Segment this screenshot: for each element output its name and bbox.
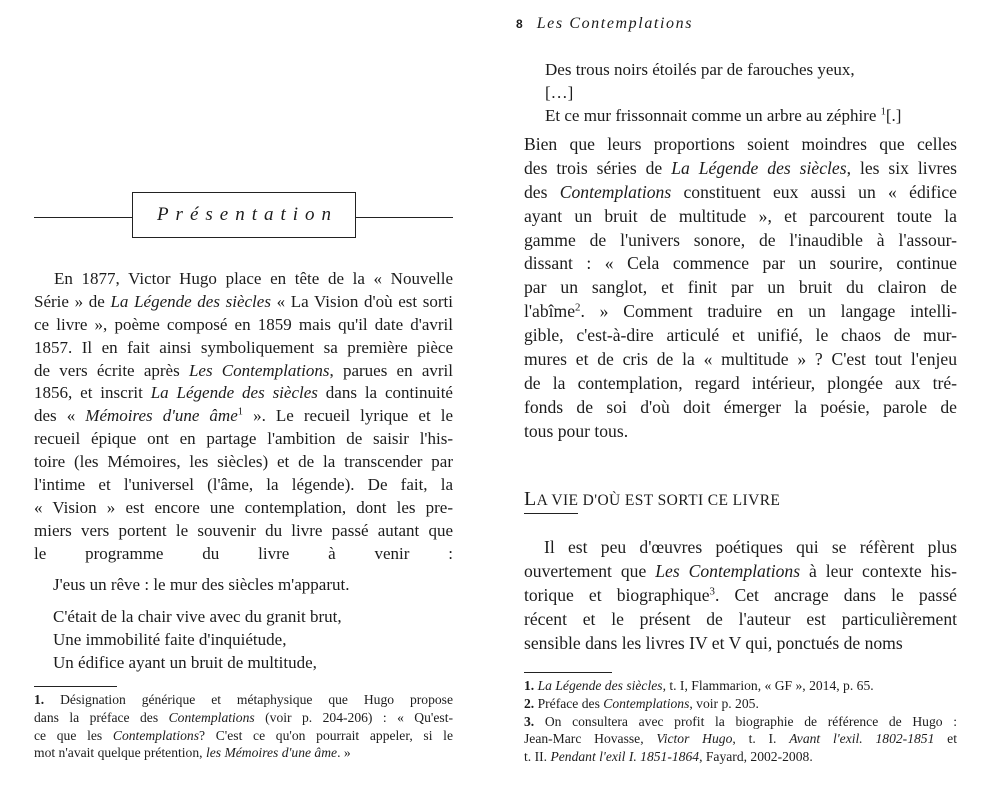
text-line: Série » de La Légende des siècles « La Vision d'où est sorti xyxy=(34,291,453,311)
text-line: Et ce mur frissonnait comme un arbre au zéphire $^1$[.] xyxy=(545,105,902,125)
footnote-number: 2. xyxy=(524,695,538,711)
text-line: fonds de soi d'où doit émerger la poésie, parole de xyxy=(524,396,957,417)
text-line: torique et biographique$^3$. Cet ancrage dans le passé xyxy=(524,584,957,605)
verse-line: Un édifice ayant un bruit de multitude, xyxy=(53,652,317,672)
footnote-line: ce que les Contemplations? C'est ce qu'on pourrait appeler, si le xyxy=(34,727,453,743)
text-line: ayant un bruit de multitude », et parcourent toute la xyxy=(524,205,957,226)
text-line: En 1877, Victor Hugo place en tête de la « Nouvelle xyxy=(54,269,453,288)
footnote-line: 3. On consultera avec profit la biographie de référence de Hugo : xyxy=(524,713,957,729)
text-line: 1856, et inscrit La Légende des siècles dans la continuité xyxy=(34,383,453,403)
heading-first-rest: A VIE xyxy=(536,492,579,509)
text-line: miers vers portent le souvenir du livre passé autant que xyxy=(34,520,453,540)
text-line: de la contemplation, regard intérieur, plongée aux tré- xyxy=(524,372,957,393)
text-line: par un sanglot, et finit par un bruit du clairon de xyxy=(524,277,957,298)
text-line: mures et de cris de la « multitude » ? C'est tout l'enjeu xyxy=(524,349,957,370)
left-paragraph xyxy=(34,268,453,566)
heading-rest: D'OÙ EST SORTI CE LIVRE xyxy=(578,492,781,509)
banner-title: Présentation xyxy=(156,204,339,225)
footnote-line: dans la préface des Contemplations (voir p. 204-206) : « Qu'est- xyxy=(34,709,453,725)
text-line: l'abîme$^2$. » Comment traduire en un langage intelli- xyxy=(524,301,957,322)
footnote-line: 1. La Légende des siècles, t. I, Flammarion, « GF », 2014, p. 65. xyxy=(524,678,874,693)
italic-span: Les Contemplations xyxy=(655,560,801,581)
text-line: sensible dans les livres IV et V qui, ponctués de noms xyxy=(524,632,903,653)
text-line: Il est peu d'œuvres poétiques qui se réfèrent plus xyxy=(544,537,957,557)
italic-span: La Légende des siècles xyxy=(150,383,318,403)
running-title: Les Contemplations xyxy=(536,15,694,32)
text-line: toire (les Mémoires, les siècles) et de la transcender par xyxy=(34,452,453,472)
banner-rule-right xyxy=(356,217,453,218)
italic-span: Contemplations xyxy=(603,695,690,711)
italic-span: La Légende des siècles xyxy=(110,291,271,311)
presentation-banner xyxy=(132,192,356,238)
footnote-line: Jean-Marc Hovasse, Victor Hugo, t. I. Avant l'exil. 1802-1851 et xyxy=(524,731,957,747)
text-line: gible, c'est-à-dire articulé et unifié, le chaos de mur- xyxy=(524,325,957,346)
right-paragraph-2 xyxy=(524,536,957,655)
verse-line: C'était de la chair vive avec du granit brut, xyxy=(53,607,342,626)
text-line: gamme de l'univers sonore, de l'inaudible à l'assour- xyxy=(524,229,957,250)
section-heading-first xyxy=(524,488,578,514)
italic-span: Contemplations xyxy=(168,709,255,725)
verse-continuation xyxy=(545,59,901,128)
text-line: ce livre », poème composé en 1859 mais qu'il date d'avril xyxy=(34,314,453,334)
italic-span: La Légende des siècles xyxy=(671,157,847,178)
footnote-line: mot n'avait quelque prétention, les Mémoires d'une âme. » xyxy=(34,745,351,761)
italic-span: Mémoires d'une âme xyxy=(85,406,238,426)
banner-rule-left xyxy=(34,217,132,218)
italic-span: les Mémoires d'une âme xyxy=(205,745,338,761)
page-number: 8 xyxy=(516,17,523,31)
text-line: le programme du livre à venir : xyxy=(34,543,453,563)
text-line: ouvertement que Les Contemplations à leur contexte his- xyxy=(524,560,957,581)
footnote-marker[interactable]: 2 xyxy=(575,301,581,314)
running-head xyxy=(516,15,693,33)
left-footnotes xyxy=(34,691,453,762)
text-line: des « Mémoires d'une âme$^1$ ». Le recueil lyrique et le xyxy=(34,406,453,426)
text-line: dissant : « Cela commence par un sourire, continue xyxy=(524,253,957,274)
footnote-line: t. II. Pendant l'exil I. 1851-1864, Fayard, 2002-2008. xyxy=(524,749,813,765)
text-line: « Vision » est encore une contemplation, dont les pre- xyxy=(34,497,453,517)
italic-span: Pendant l'exil I. 1851-1864 xyxy=(550,749,700,765)
verse-line: J'eus un rêve : le mur des siècles m'apparut. xyxy=(53,575,350,594)
text-line: […] xyxy=(545,82,574,102)
footnote-marker[interactable]: 3 xyxy=(709,585,715,598)
footnote-separator xyxy=(34,686,117,687)
footnote-line: 1. Désignation générique et métaphysique que Hugo propose xyxy=(34,692,453,707)
italic-span: Contemplations xyxy=(559,181,672,202)
verse-epigraph-line xyxy=(53,574,349,597)
text-line: des Contemplations constituent eux aussi un « édifice xyxy=(524,181,957,202)
text-line: Bien que leurs proportions soient moindres que celles xyxy=(524,134,957,154)
italic-span: Les Contemplations xyxy=(188,360,330,380)
right-footnotes xyxy=(524,677,957,766)
footnote-number: 1. xyxy=(34,692,61,707)
text-line: des trois séries de La Légende des siècles, les six livres xyxy=(524,157,957,178)
heading-first-cap: L xyxy=(524,488,537,510)
text-line: 1857. Il en fait ainsi symboliquement sa première pièce xyxy=(34,337,453,357)
footnote-marker[interactable]: 1 xyxy=(237,407,244,419)
footnote-marker[interactable]: 1 xyxy=(880,106,886,118)
text-line: tous pour tous. xyxy=(524,420,629,441)
verse-line: Une immobilité faite d'inquiétude, xyxy=(53,629,287,649)
footnote-line: 2. Préface des Contemplations, voir p. 205. xyxy=(524,695,759,711)
text-line: de vers écrite après Les Contemplations, parues en avril xyxy=(34,360,453,380)
text-line: Des trous noirs étoilés par de farouches yeux, xyxy=(545,60,855,79)
text-line: recueil épique ont en partage l'ambition de saisir l'his- xyxy=(34,429,453,449)
section-heading xyxy=(524,488,780,511)
footnote-number: 1. xyxy=(524,678,538,693)
footnote-number: 3. xyxy=(524,713,545,729)
text-line: récent et le présent de l'auteur est particulièrement xyxy=(524,608,957,629)
text-line: l'intime et l'universel (l'âme, la légende). De fait, la xyxy=(34,475,453,495)
verse-stanza xyxy=(53,606,342,675)
italic-span: La Légende des siècles xyxy=(537,678,663,693)
footnote-separator xyxy=(524,672,612,673)
italic-span: Victor Hugo xyxy=(656,731,733,747)
italic-span: Avant l'exil. 1802-1851 xyxy=(789,731,935,747)
italic-span: Contemplations xyxy=(112,727,199,743)
right-paragraph xyxy=(524,133,957,444)
